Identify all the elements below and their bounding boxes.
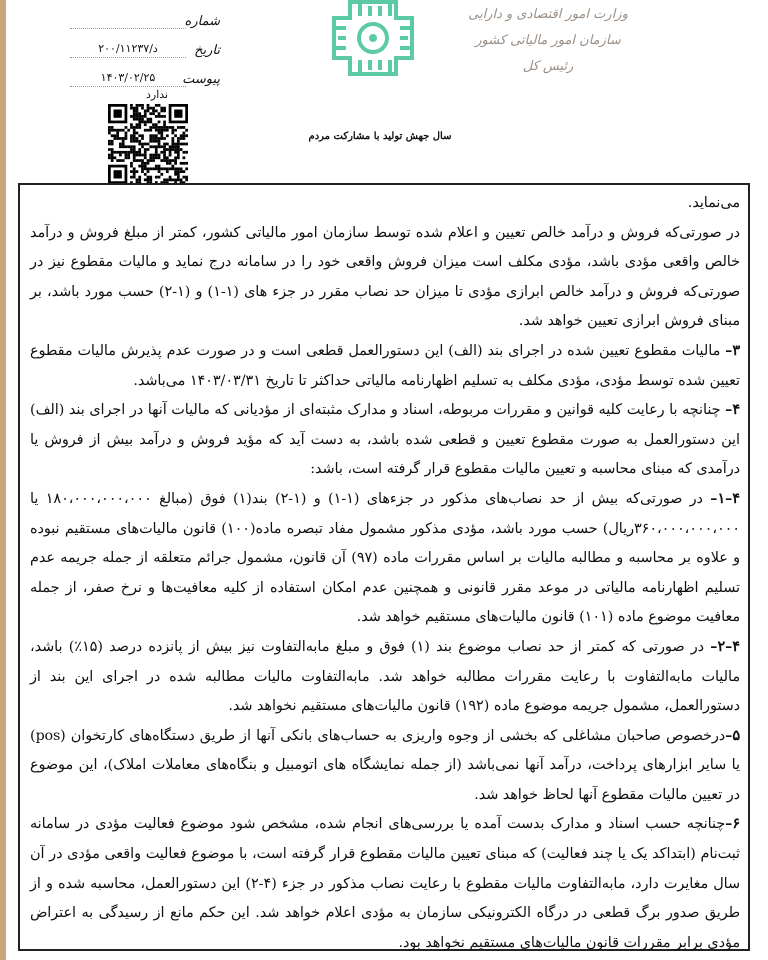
ministry-letterhead bbox=[448, 2, 648, 80]
attachment-value: ۱۴۰۳/۰۲/۲۵ bbox=[70, 71, 186, 87]
paragraph-number: ۵– bbox=[725, 727, 740, 744]
paragraph bbox=[30, 396, 740, 485]
year-slogan: سال جهش تولید با مشارکت مردم bbox=[308, 131, 452, 142]
date-label: تاریخ bbox=[194, 43, 220, 58]
number-value bbox=[70, 26, 186, 29]
paragraph-text: مالیات مقطوع تعیین شده در اجرای بند (الف) این دستورالعمل قطعی است و در صورت عدم پذیرش مالیات مقطوع تعیین شده توسط مؤدی، مؤدی مکلف به تسلیم اظهارنامه مالیاتی حداکثر تا تاریخ ۱۴۰۳/۰۳/۳۱ می‌باشد. bbox=[30, 342, 740, 389]
organization-name: سازمان امور مالیاتی کشور bbox=[475, 33, 621, 48]
attachment-none: ندارد bbox=[146, 88, 169, 101]
letter-body bbox=[18, 183, 750, 951]
page-edge bbox=[0, 0, 6, 960]
attachment-row bbox=[70, 58, 220, 87]
attachment-label: پیوست bbox=[182, 72, 220, 87]
paragraph-number: ۳– bbox=[725, 342, 740, 359]
paragraph-text: درخصوص صاحبان مشاغلی که بخشی از وجوه واریزی به حساب‌های بانکی آنها از طریق دستگاه‌های کارتخوان (pos) یا سایر ابزارهای پرداخت، درآمد آنها نمی‌باشد (از جمله نمایشگاه های اتومبیل و بنگاه‌های معاملات املاک)، این موضوع در تعیین مالیات مقطوع آنها لحاظ خواهد شد. bbox=[30, 727, 740, 803]
paragraph bbox=[30, 337, 740, 396]
paragraph-number: ۴– bbox=[725, 402, 740, 419]
paragraph bbox=[30, 810, 740, 958]
head-title: رئیس کل bbox=[522, 59, 574, 74]
number-row bbox=[70, 0, 220, 29]
paragraph bbox=[30, 189, 740, 219]
date-row bbox=[70, 29, 220, 58]
paragraph-text: چنانچه حسب اسناد و مدارک بدست آمده یا بررسی‌های انجام شده، مشخص شود موضوع فعالیت مؤدی در سامانه ثبت‌نام (ابتداکد یک یا چند فعالیت) که مبنای تعیین مالیات مقطوع قرار گرفته است، با موضوع فعالیت واقعی مؤدی در آن سال مغایرت دارد، مابه‌التفاوت مالیات مقطوع با رعایت نصاب مذکور در جزء (۴-۲) این دستورالعمل، محاسبه شده و از طریق صدور برگ قطعی در درگاه الکترونیکی سازمان به مؤدی اعلام خواهد شد. این حکم مانع از رسیدگی به اعتراض مؤدی برابر مقررات قانون مالیات‌های مستقیم نخواهد بود. bbox=[30, 816, 740, 951]
paragraph-text: چنانچه با رعایت کلیه قوانین و مقررات مربوطه، اسناد و مدارک مثبته‌ای از مؤدیانی که مالیات آنها در اجرای بند (الف) این دستورالعمل به صورت مقطوع تعیین و قطعی شده باشد، به دست آید که مؤید فروش و درآمد بیش از فروش یا درآمدی که مبنای محاسبه و تعیین مالیات مقطوع قرار گرفته است، باشد: bbox=[30, 402, 740, 478]
date-value: د/۲۰۰/۱۱۲۳۷ bbox=[70, 42, 186, 58]
tax-organization-logo bbox=[330, 0, 416, 76]
ministry-name: وزارت امور اقتصادی و دارایی bbox=[468, 7, 628, 22]
paragraph bbox=[30, 722, 740, 811]
number-label: شماره bbox=[184, 14, 220, 29]
qr-code bbox=[106, 104, 190, 184]
paragraph-text: در صورتی‌که بیش از حد نصاب‌های مذکور در جزءهای (۱-۱) و (۱-۲) بند(۱) فوق (مبالغ ۱۸۰،۰۰۰،۰۰۰،۰۰۰ یا ۳۶۰،۰۰۰،۰۰۰،۰۰۰ریال) حسب مورد باشد، مؤدی مذکور مشمول مفاد تبصره ماده(۱۰۰) قانون مالیات‌های مستقیم نبوده و علاوه بر محاسبه و مطالبه مالیات بر اساس مقررات ماده (۹۷) آن قانون، مشمول جرائم متعلقه از جمله جریمه عدم تسلیم اظهارنامه مالیاتی در موعد مقرر قانونی و همچنین عدم امکان استفاده از کلیه معافیت‌ها و نرخ صفر، از جمله معافیت موضوع ماده (۱۰۱) قانون مالیات‌های مستقیم خواهد شد. bbox=[30, 490, 740, 626]
paragraph-number: ۶– bbox=[725, 816, 740, 833]
paragraph bbox=[30, 219, 740, 337]
letter-meta bbox=[70, 0, 220, 87]
paragraph-text: در صورتی‌که فروش و درآمد خالص تعیین و اعلام شده توسط سازمان امور مالیاتی کشور، کمتر از مبلغ فروش و درآمد خالص واقعی مؤدی باشد، مؤدی مکلف است میزان فروش واقعی خود را در سامانه درج نماید و مالیات مقطوع نیز در صورتی‌که فروش و درآمد خالص ابرازی مؤدی تا میزان حد نصاب مقرر در جزء های (۱-۱) و (۱-۲) حسب مورد باشد، بر مبنای فروش ابرازی تعیین خواهد شد. bbox=[30, 224, 740, 330]
paragraph bbox=[30, 633, 740, 722]
paragraph bbox=[30, 485, 740, 633]
paragraph-text: می‌نماید. bbox=[687, 195, 740, 211]
paragraph-number: ۴–۱– bbox=[710, 490, 740, 507]
paragraph-text: در صورتی که کمتر از حد نصاب موضوع بند (۱) فوق و مبلغ مابه‌التفاوت نیز بیش از پانزده درصد (۱۵٪) باشد، مالیات مابه‌التفاوت با رعایت مقررات مطالبه خواهد شد. مابه‌التفاوت مالیات مطالبه شده در اجرای این بند از دستورالعمل، مشمول جریمه موضوع ماده (۱۹۲) قانون مالیات‌های مستقیم نخواهد شد. bbox=[30, 638, 740, 715]
paragraph-number: ۴–۲– bbox=[710, 638, 740, 655]
